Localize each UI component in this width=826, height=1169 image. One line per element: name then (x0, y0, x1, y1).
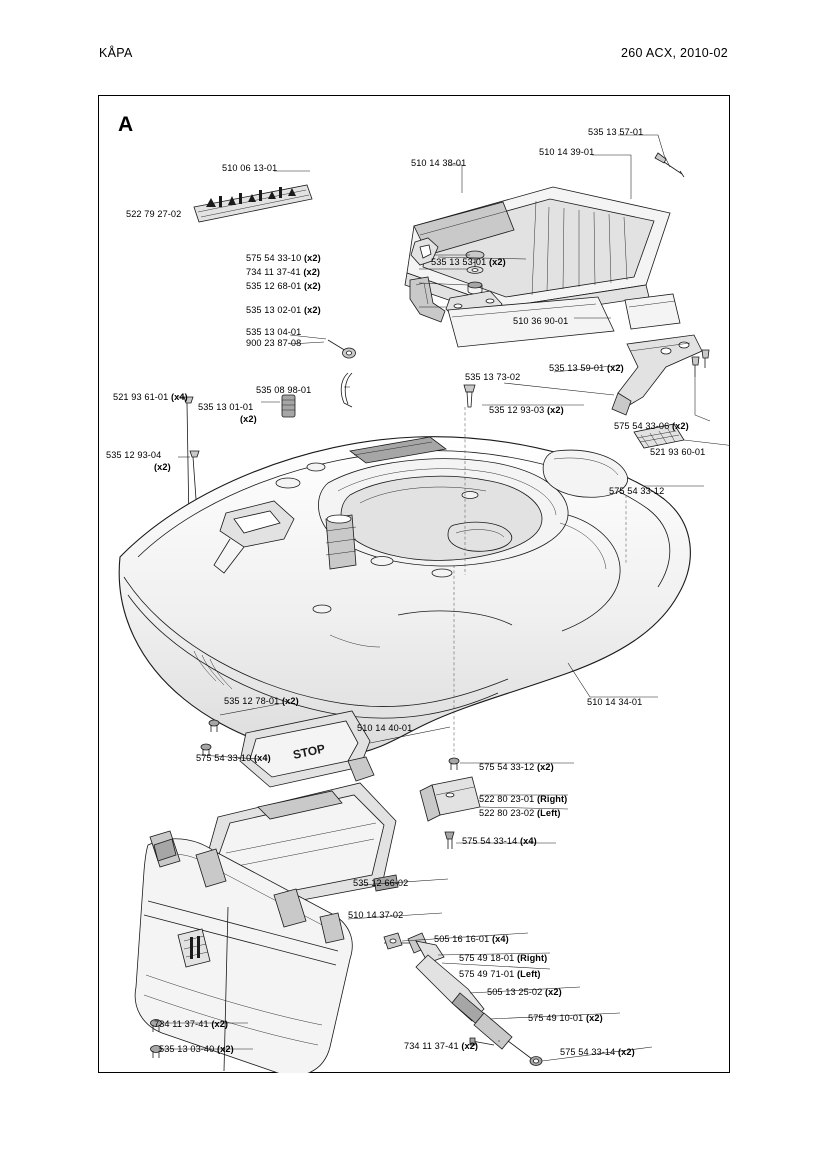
label-575-54-33-10-b: 575 54 33-10 (x4) (196, 753, 271, 763)
label-510-14-38-01: 510 14 38-01 (411, 158, 467, 168)
label-734-11-37-41-c: 734 11 37-41 (x2) (404, 1041, 479, 1051)
part-screw-535-13-57-01 (655, 153, 684, 177)
exploded-parts-diagram (98, 95, 730, 1073)
label-535-13-03-40: 535 13 03-40 (x2) (159, 1044, 234, 1054)
label-535-08-98-01: 535 08 98-01 (256, 385, 312, 395)
label-575-54-33-06: 575 54 33-06 (x2) (614, 421, 689, 431)
part-decal-522-79-27-02 (194, 185, 312, 222)
label-575-49-71-01: 575 49 71-01 (Left) (459, 969, 541, 979)
label-522-80-23-01: 522 80 23-01 (Right) (479, 794, 568, 804)
label-535-12-78-01: 535 12 78-01 (x2) (224, 696, 299, 706)
part-screw-535-12-93-03 (464, 385, 475, 407)
label-734-11-37-41-a: 734 11 37-41 (x2) (246, 267, 321, 277)
label-510-06-13-01: 510 06 13-01 (222, 163, 278, 173)
part-screw-575-54-33-12-lower (449, 758, 459, 770)
label-575-54-33-10-a: 575 54 33-10 (x2) (246, 253, 321, 263)
header-right-title: 260 ACX, 2010-02 (621, 46, 728, 60)
label-522-80-23-02: 522 80 23-02 (Left) (479, 808, 561, 818)
label-505-13-25-02: 505 13 25-02 (x2) (487, 987, 562, 997)
label-575-54-33-12-b: 575 54 33-12 (x2) (479, 762, 554, 772)
label-535-12-66-02: 535 12 66-02 (353, 878, 409, 888)
label-521-93-60-01: 521 93 60-01 (650, 447, 706, 457)
label-575-54-33-12-a: 575 54 33-12 (609, 486, 665, 496)
label-510-36-90-01: 510 36 90-01 (513, 316, 569, 326)
label-522-79-27-02: 522 79 27-02 (126, 209, 182, 219)
svg-text:STOP: STOP (291, 741, 327, 762)
label-575-54-33-14-a: 575 54 33-14 (x4) (462, 836, 537, 846)
part-arm-535-13-73-02 (612, 335, 702, 415)
label-521-93-61-01: 521 93 61-01 (x4) (113, 392, 188, 402)
part-pin-535-13-04-01 (328, 340, 356, 358)
label-535-13-02-01: 535 13 02-01 (x2) (246, 305, 321, 315)
label-734-11-37-41-b: 734 11 37-41 (x2) (154, 1019, 229, 1029)
label-535-13-04-01: 535 13 04-01 (246, 327, 302, 337)
label-535-13-53-01: 535 13 53-01 (x2) (431, 257, 506, 267)
label-535-13-01-01-qty: (x2) (240, 414, 257, 424)
label-535-13-59-01: 535 13 59-01 (x2) (549, 363, 624, 373)
part-spring-535-08-98-01 (341, 373, 352, 407)
label-900-23-87-08: 900 23 87-08 (246, 338, 302, 348)
label-535-12-93-04: 535 12 93-04 (106, 450, 162, 460)
label-510-14-37-02: 510 14 37-02 (348, 910, 404, 920)
label-505-16-16-01: 505 16 16-01 (x4) (434, 934, 509, 944)
label-535-12-93-03: 535 12 93-03 (x2) (489, 405, 564, 415)
header-left-title: KÅPA (99, 46, 133, 60)
label-510-14-34-01: 510 14 34-01 (587, 697, 643, 707)
part-bushing-535-13-01-01 (282, 395, 295, 417)
part-screw-535-12-78-01 (201, 720, 219, 756)
label-575-54-33-14-b: 575 54 33-14 (x2) (560, 1047, 635, 1057)
label-535-12-68-01: 535 12 68-01 (x2) (246, 281, 321, 291)
part-bracket-522-80-23 (420, 777, 480, 821)
label-535-12-93-04-qty: (x2) (154, 462, 171, 472)
label-575-49-10-01: 575 49 10-01 (x2) (528, 1013, 603, 1023)
label-535-13-01-01: 535 13 01-01 (198, 402, 254, 412)
label-575-49-18-01: 575 49 18-01 (Right) (459, 953, 548, 963)
plate-letter: A (118, 113, 134, 136)
part-screw-575-54-33-14-lower (445, 832, 454, 849)
label-510-14-40-01: 510 14 40-01 (357, 723, 413, 733)
label-535-13-57-01: 535 13 57-01 (588, 127, 644, 137)
label-535-13-73-02: 535 13 73-02 (465, 372, 521, 382)
label-510-14-39-01: 510 14 39-01 (539, 147, 595, 157)
